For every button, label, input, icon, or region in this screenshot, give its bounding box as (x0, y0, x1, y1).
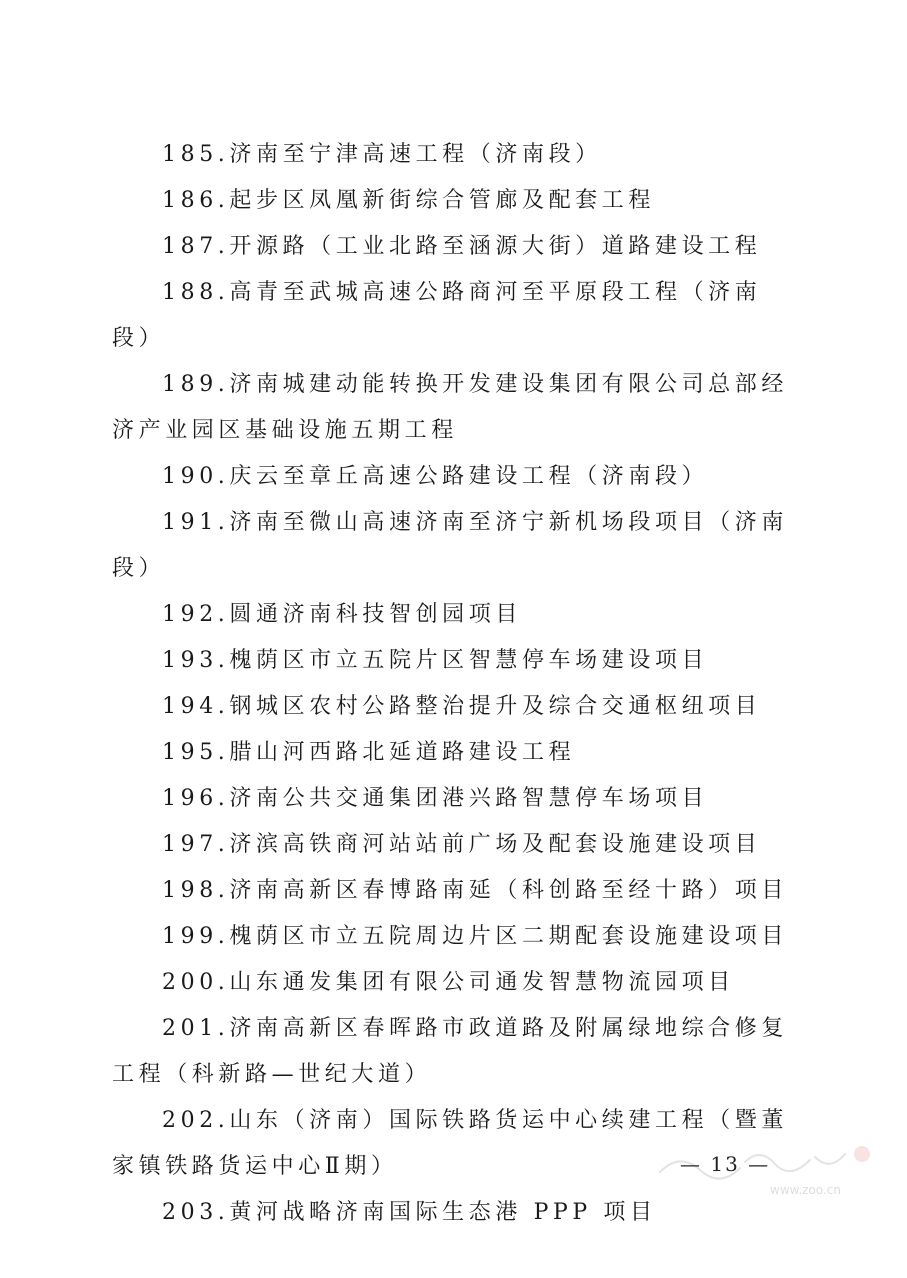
list-item: 197.济滨高铁商河站站前广场及配套设施建设项目 (162, 832, 762, 857)
project-list (112, 132, 797, 1236)
list-item: 190.庆云至章丘高速公路建设工程（济南段） (162, 464, 709, 489)
list-item: 192.圆通济南科技智创园项目 (162, 602, 522, 627)
list-item: 188.高青至武城高速公路商河至平原段工程（济南段） (112, 280, 762, 351)
list-item: 194.钢城区农村公路整治提升及综合交通枢纽项目 (162, 694, 762, 719)
watermark-url: www.zoo.cn (770, 1183, 841, 1197)
list-item: 195.腊山河西路北延道路建设工程 (162, 740, 576, 765)
page-number: — 13 — (680, 1152, 771, 1176)
list-item: 186.起步区凤凰新街综合管廊及配套工程 (162, 188, 655, 213)
list-item: 198.济南高新区春博路南延（科创路至经十路）项目 (162, 878, 788, 903)
list-item: 202.山东（济南）国际铁路货运中心续建工程（暨董家镇铁路货运中心Ⅱ期） (112, 1108, 788, 1179)
list-item: 199.槐荫区市立五院周边片区二期配套设施建设项目 (162, 924, 788, 949)
list-item: 196.济南公共交通集团港兴路智慧停车场项目 (162, 786, 709, 811)
list-item: 203.黄河战略济南国际生态港 PPP 项目 (162, 1200, 657, 1225)
list-item: 193.槐荫区市立五院片区智慧停车场建设项目 (162, 648, 709, 673)
list-item: 191.济南至微山高速济南至济宁新机场段项目（济南段） (112, 510, 788, 581)
list-item: 200.山东通发集团有限公司通发智慧物流园项目 (162, 970, 735, 995)
list-item: 201.济南高新区春晖路市政道路及附属绿地综合修复工程（科新路—世纪大道） (112, 1016, 788, 1087)
list-item: 187.开源路（工业北路至涵源大街）道路建设工程 (162, 234, 762, 259)
list-item: 189.济南城建动能转换开发建设集团有限公司总部经济产业园区基础设施五期工程 (112, 372, 788, 443)
list-item: 185.济南至宁津高速工程（济南段） (162, 142, 602, 167)
